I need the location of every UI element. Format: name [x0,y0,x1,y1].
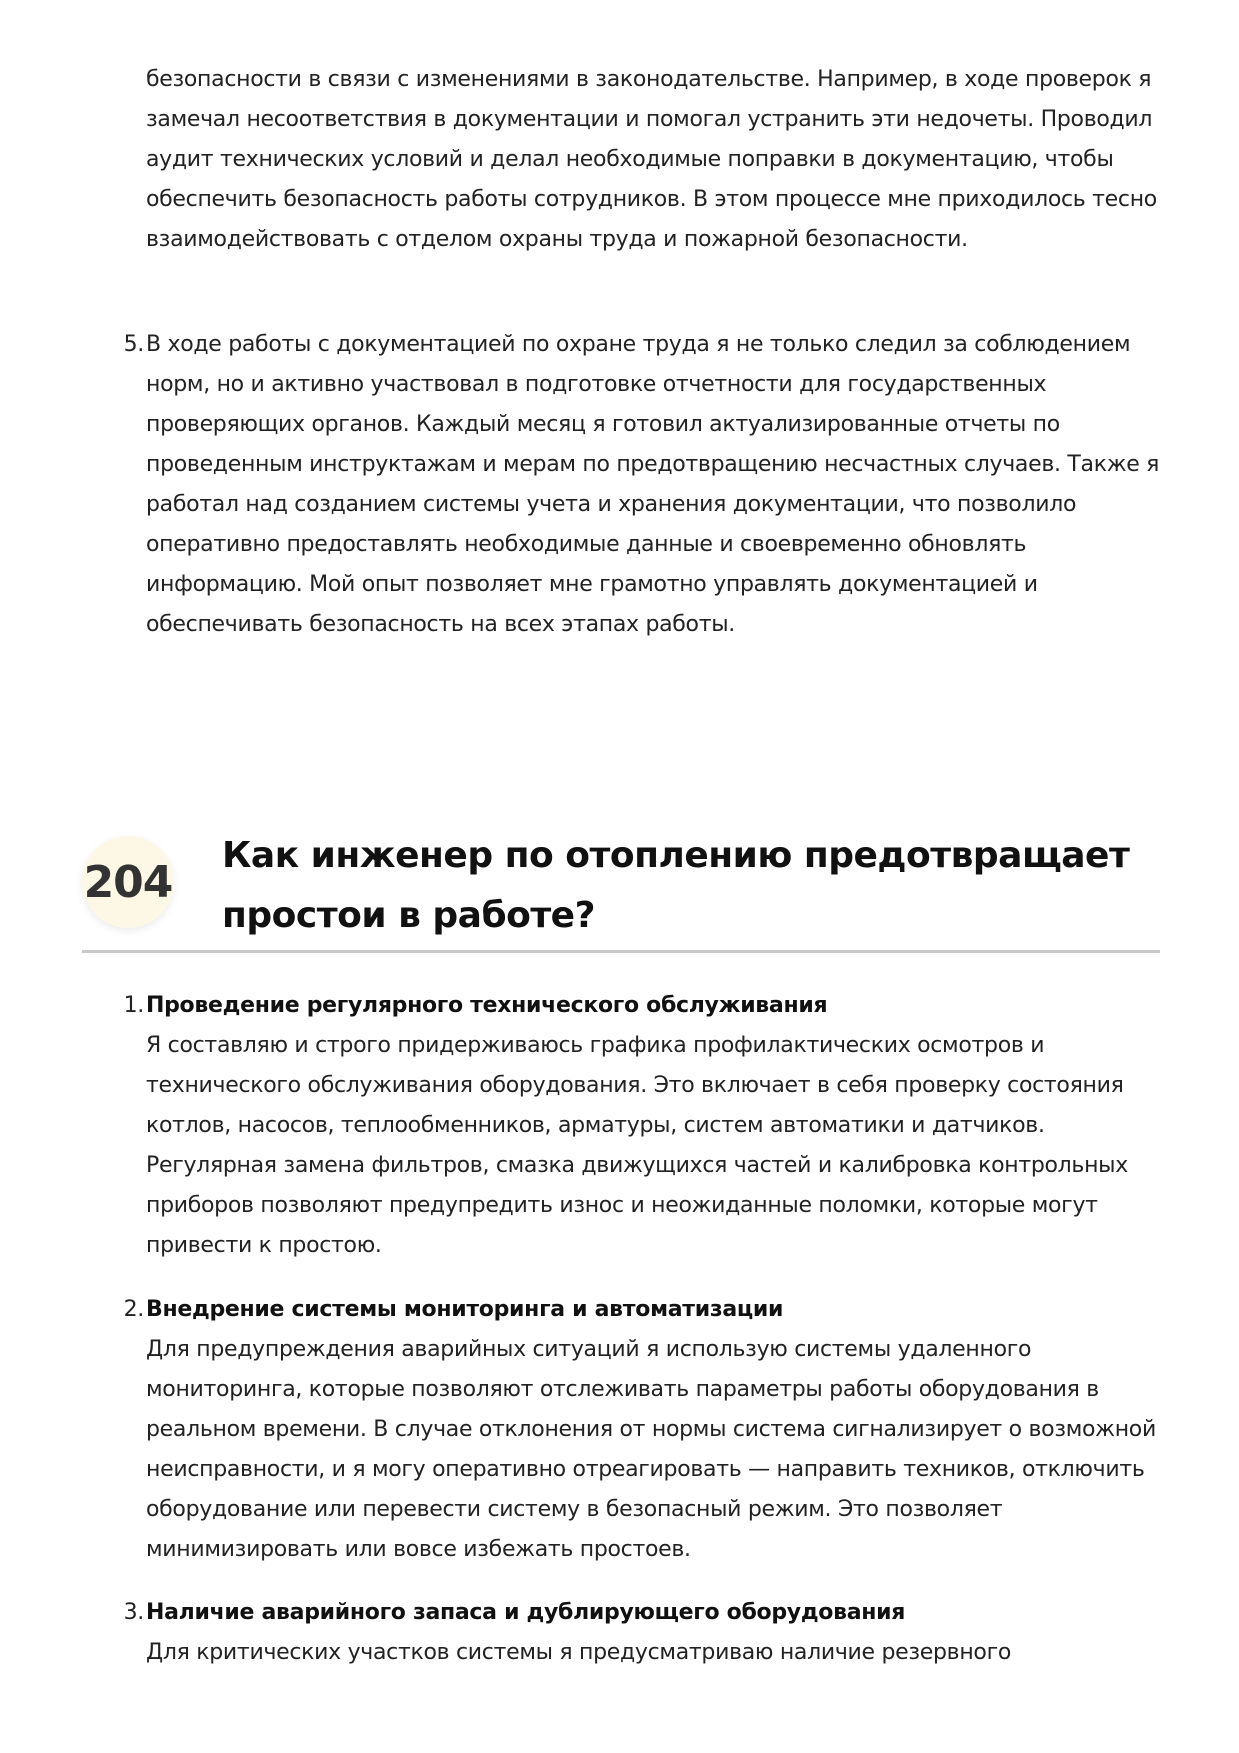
continuation-paragraph [146,60,1162,260]
list-item-text: Я составляю и строго придерживаюсь графика профилактических осмотров и технического обслуживания оборудования. Это включает в себя проверку состояния котлов, насосов, теплообменников, арматуры, систем автоматики и датчиков. Регулярная замена фильтров, смазка движущихся частей и калибровка контрольных приборов позволяют предупредить износ и неожиданные поломки, которые могут привести к простою. [146,1033,1128,1258]
list-item-number: 2. [123,1297,144,1322]
list-item [123,986,1162,1266]
list-item-title: Наличие аварийного запаса и дублирующего оборудования [146,1600,906,1625]
list-item-text: Для критических участков системы я предусматриваю наличие резервного [146,1640,1012,1665]
list-item [123,1290,1162,1570]
list-item-number: 3. [123,1600,144,1625]
list-item-text: Для предупреждения аварийных ситуаций я использую системы удаленного мониторинга, которые позволяют отслеживать параметры работы оборудования в реальном времени. В случае отклонения от нормы система сигнализирует о возможной неисправности, и я могу оперативно отреагировать — направить техников, отключить оборудование или перевести систему в безопасный режим. Это позволяет минимизировать или вовсе избежать простоев. [146,1337,1156,1562]
section-header [82,816,1160,953]
list-item-title: Проведение регулярного технического обслуживания [146,993,828,1018]
list-item [123,325,1162,645]
list-item-text: В ходе работы с документацией по охране труда я не только следил за соблюдением норм, но и активно участвовал в подготовке отчетности для государственных проверяющих органов. Каждый месяц я готовил актуализированные отчеты по проведенным инструктажам и мерам по предотвращению несчастных случаев. Также я работал над созданием системы учета и хранения документации, что позволило оперативно предоставлять необходимые данные и своевременно обновлять информацию. Мой опыт позволяет мне грамотно управлять документацией и обеспечивать безопасность на всех этапах работы. [146,332,1160,637]
list-item-number: 1. [123,993,144,1018]
list-item [123,1593,1162,1673]
list-item-number: 5. [123,332,144,357]
paragraph-text: безопасности в связи с изменениями в законодательстве. Например, в ходе проверок я замечал несоответствия в документации и помогал устранить эти недочеты. Проводил аудит технических условий и делал необходимые поправки в документацию, чтобы обеспечить безопасность работы сотрудников. В этом процессе мне приходилось тесно взаимодействовать с отделом охраны труда и пожарной безопасности. [146,67,1157,252]
section-number-badge: 204 [82,836,174,928]
list-item-title: Внедрение системы мониторинга и автоматизации [146,1297,784,1322]
section-title: Как инженер по отоплению предотвращает простои в работе? [222,835,1130,936]
